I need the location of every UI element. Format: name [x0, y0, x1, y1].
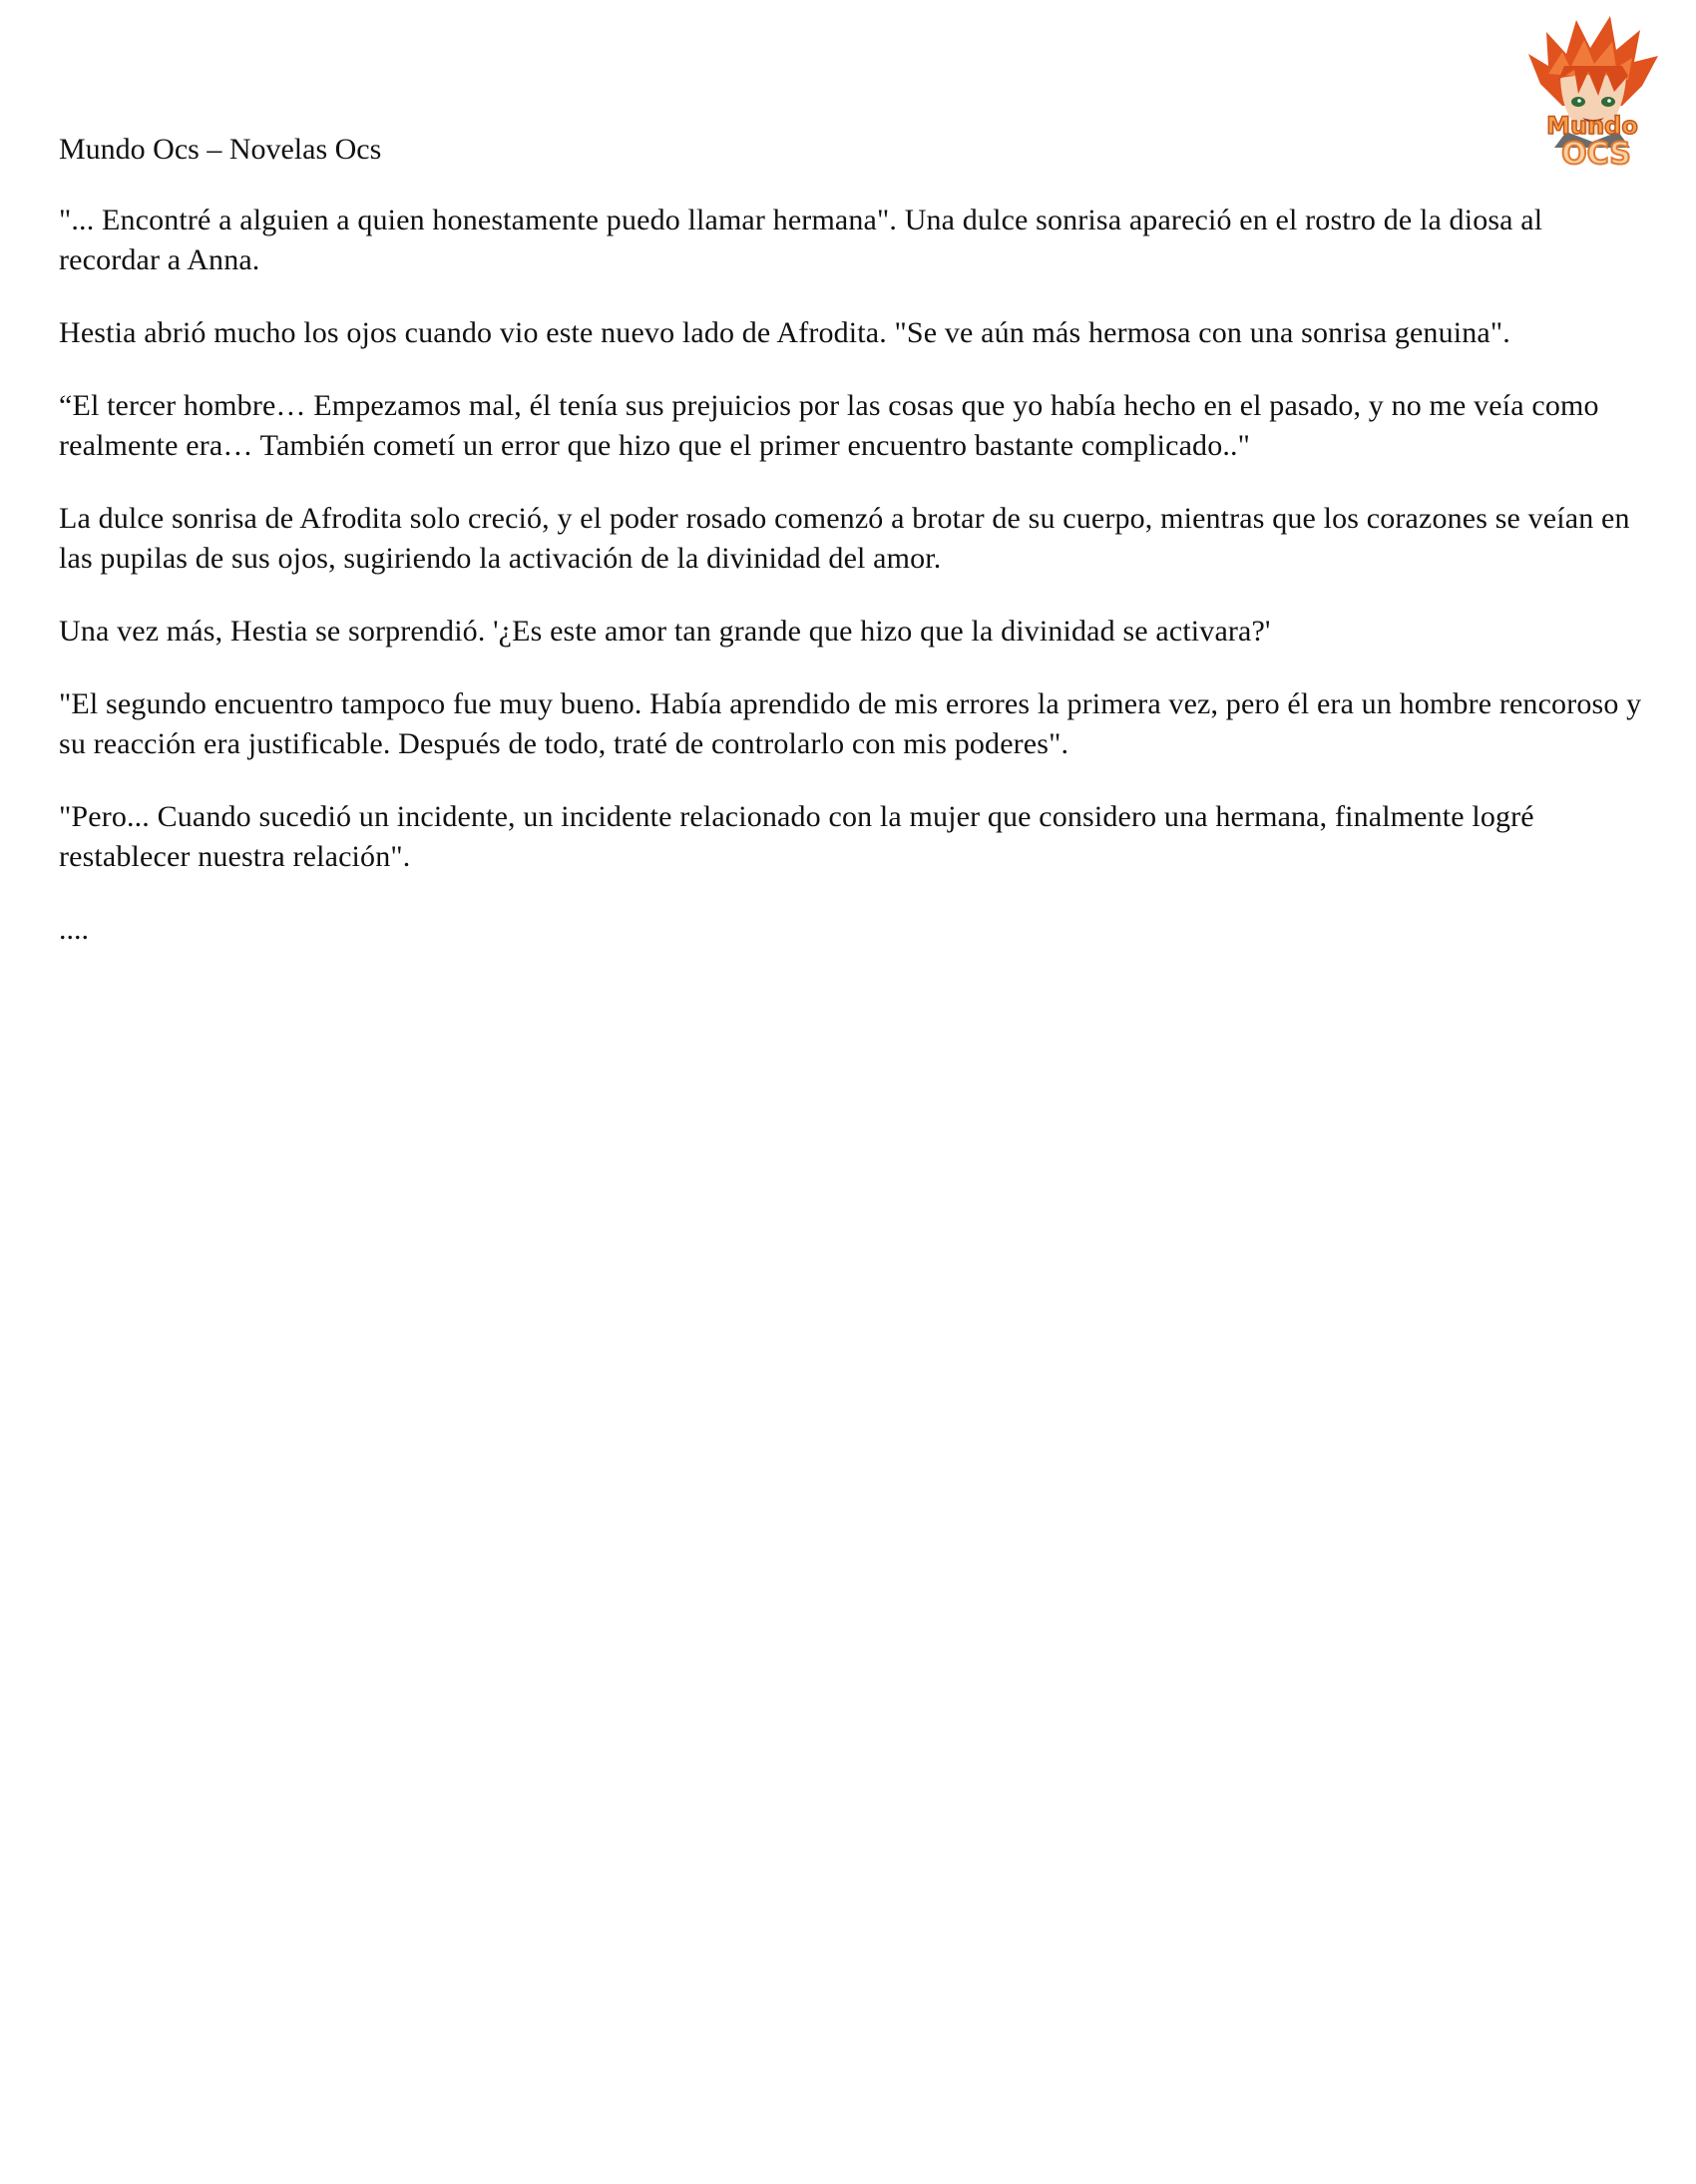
paragraph-3: “El tercer hombre… Empezamos mal, él tenía sus prejuicios por las cosas que yo había hecho en el pasado, y no me veía como realmente era… También cometí un error que hizo que el primer encuentro bastante complicado.." [59, 389, 1599, 462]
paragraph-5: Una vez más, Hestia se sorprendió. '¿Es este amor tan grande que hizo que la divinidad se activara?' [59, 615, 1271, 648]
paragraph-1: "... Encontré a alguien a quien honestamente puedo llamar hermana". Una dulce sonrisa apareció en el rostro de la diosa al recordar a Anna. [59, 204, 1543, 276]
document-body [59, 130, 1647, 950]
ellipsis-text: .... [59, 913, 89, 946]
paragraph-4: La dulce sonrisa de Afrodita solo creció, y el poder rosado comenzó a brotar de su cuerpo, mientras que los corazones se veían en las pupilas de sus ojos, sugiriendo la activación de la divinidad del amor. [59, 502, 1630, 575]
paragraph-2: Hestia abrió mucho los ojos cuando vio este nuevo lado de Afrodita. "Se ve aún más hermosa con una sonrisa genuina". [59, 316, 1510, 349]
paragraph-6: "El segundo encuentro tampoco fue muy bueno. Había aprendido de mis errores la primera vez, pero él era un hombre rencoroso y su reacción era justificable. Después de todo, traté de controlarlo con mis poderes". [59, 687, 1642, 760]
document-header: Mundo Ocs – Novelas Ocs [59, 133, 382, 166]
paragraph-7: "Pero... Cuando sucedió un incidente, un incidente relacionado con la mujer que considero una hermana, finalmente logré restablecer nuestra relación". [59, 800, 1534, 873]
logo-text-mundo: Mundo [1546, 112, 1638, 140]
logo-text-ocs: OCS [1561, 137, 1631, 172]
